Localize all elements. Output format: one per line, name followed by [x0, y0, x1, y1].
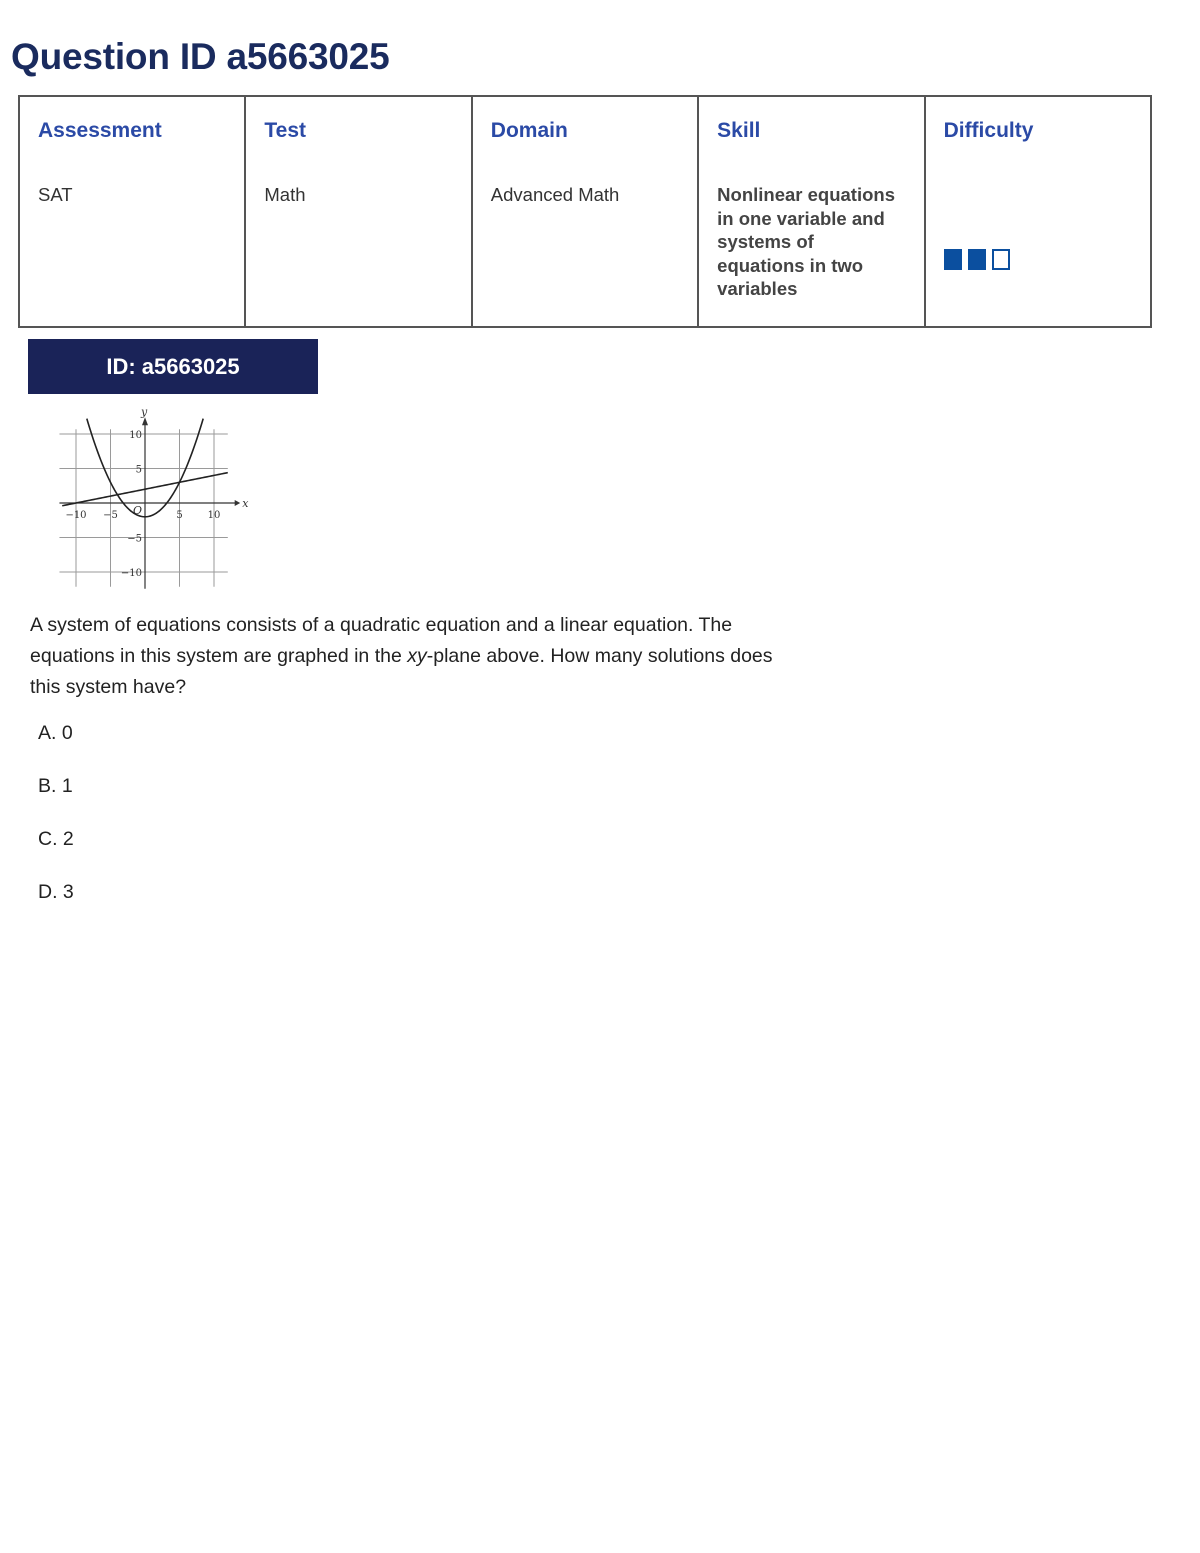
choice-a[interactable]	[38, 722, 73, 745]
assessment-value: SAT	[38, 184, 73, 205]
domain-header: Domain	[490, 119, 568, 142]
x-tick-label: −10	[65, 510, 87, 521]
y-axis-label: y	[141, 405, 148, 419]
question-stem-start: A system of equations consists of a quadratic equation and a linear equation. The equations in this system are graphed in the	[30, 614, 733, 667]
choice-d[interactable]	[38, 881, 74, 904]
question-stem	[30, 610, 790, 703]
choice-d-letter: D.	[38, 881, 58, 903]
x-axis-label: x	[242, 497, 249, 510]
domain-value: Advanced Math	[490, 184, 620, 205]
difficulty-indicator	[944, 249, 1132, 270]
difficulty-box-filled	[944, 249, 962, 270]
x-tick-label: 10	[207, 510, 221, 521]
test-header: Test	[264, 119, 307, 142]
difficulty-cell	[925, 96, 1151, 327]
x-tick-label: −5	[103, 510, 118, 521]
y-tick-label: 5	[135, 464, 142, 476]
question-id-banner: ID: a5663025	[28, 339, 318, 394]
skill-cell	[698, 96, 924, 327]
assessment-cell	[19, 96, 245, 327]
y-tick-label: −5	[127, 533, 142, 545]
page-title: Question ID a5663025	[11, 36, 390, 77]
difficulty-header: Difficulty	[943, 119, 1034, 142]
skill-value: Nonlinear equations in one variable and systems of equations in two variables	[717, 184, 895, 299]
choice-d-text: 3	[62, 881, 74, 903]
y-tick-label: 10	[129, 430, 142, 441]
system-graph	[52, 392, 252, 590]
question-stem-italic: xy	[407, 645, 427, 667]
choice-a-text: 0	[61, 722, 73, 744]
choice-b-letter: B.	[38, 775, 57, 797]
x-tick-label: 5	[176, 510, 183, 521]
choice-c-text: 2	[62, 828, 74, 850]
y-tick-label: −10	[120, 568, 142, 579]
difficulty-box-empty	[992, 249, 1010, 270]
choice-b[interactable]	[38, 775, 73, 798]
difficulty-box-filled	[968, 249, 986, 270]
choice-b-text: 1	[61, 775, 73, 797]
assessment-header: Assessment	[38, 119, 162, 142]
domain-cell	[472, 96, 698, 327]
question-stem-end: -plane above. How many solutions does this system have?	[30, 645, 773, 698]
test-cell	[245, 96, 471, 327]
choice-a-letter: A.	[38, 722, 57, 744]
skill-header: Skill	[717, 119, 761, 142]
choice-c[interactable]	[38, 828, 74, 851]
x-axis-arrow	[235, 500, 241, 506]
test-value: Math	[264, 184, 306, 205]
origin-label: O	[133, 504, 143, 517]
choice-c-letter: C.	[38, 828, 58, 850]
question-metadata-table	[18, 95, 1152, 328]
y-axis-arrow	[142, 417, 148, 425]
